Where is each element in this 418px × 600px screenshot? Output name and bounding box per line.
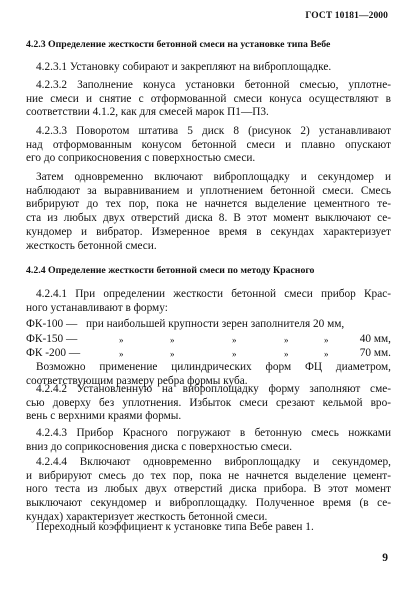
text-line: соответствии 4.1.2, как для смесей марок П1—П3.	[26, 106, 269, 119]
ditto-mark: »	[324, 349, 329, 359]
text-line: выключают секундомер и виброплощадку. Полученное время (в се-	[26, 497, 391, 510]
text-line: 4.2.4.1 При определении жесткости бетонной смеси прибор Крас-	[36, 288, 391, 300]
text-line: жесткость бетонной смеси.	[26, 239, 157, 252]
text-line: его до соприкосновения с поверхностью смеси.	[26, 152, 256, 165]
form-row-fk150	[26, 332, 391, 347]
ditto-mark: »	[324, 334, 329, 345]
paragraph-4-2-3-3	[26, 125, 391, 166]
text-line: вень с верхними краями формы.	[26, 410, 182, 423]
text-line: ного устанавливают в форму:	[26, 301, 168, 314]
form-sizes-list	[26, 317, 391, 361]
text-line: наблюдают за выравниванием и уплотнением бетонной смеси. Смесь	[26, 184, 391, 197]
paragraph-4-2-4-4	[26, 456, 391, 525]
text-line: вниз до соприкосновения диска с поверхностью смеси.	[26, 440, 293, 453]
text-line: кундомер и вибратор. Измеренное время в секундах характеризует	[26, 225, 391, 238]
form-value: 70 мм.	[359, 347, 391, 359]
text-line: кундах) характеризует жесткость бетонной смеси.	[26, 510, 268, 523]
form-row-fk200	[26, 346, 391, 361]
ditto-mark: »	[284, 334, 289, 345]
text-line: Возможно применение цилиндрических форм ФЦ диаметром,	[36, 361, 391, 373]
ditto-mark: »	[232, 334, 237, 345]
text-line: Затем одновременно включают виброплощадку и секундомер и	[36, 171, 391, 183]
form-name: ФК -200 —	[26, 347, 81, 359]
paragraph-4-2-4-3	[26, 427, 391, 454]
page-number: 9	[382, 552, 388, 564]
text-line: 4.2.3.2 Заполнение конуса установки бетонной смесью, уплотне-	[36, 79, 391, 91]
paragraph-4-2-4-2	[26, 383, 391, 424]
ditto-mark: »	[170, 334, 175, 345]
form-name: ФК-150 —	[26, 332, 78, 345]
text-line: соответствующим размеру ребра формы куба.	[26, 374, 248, 387]
text-line: над отформованным конусом бетонной смеси и плавно опускают	[26, 138, 391, 151]
ditto-mark: »	[284, 349, 289, 359]
ditto-mark: »	[119, 349, 124, 359]
paragraph-4-2-3-2	[26, 79, 391, 120]
paragraph-4-2-3-1	[26, 61, 391, 75]
text-line: 4.2.4.2 Установленную на виброплощадку форму заполняют сме-	[36, 383, 391, 395]
form-name: ФК-100 —	[26, 318, 78, 330]
ditto-mark: »	[119, 334, 124, 345]
paragraph-conversion-factor	[26, 521, 391, 535]
section-heading-4-2-3: 4.2.3 Определение жесткости бетонной смеси на установке типа Вебе	[26, 39, 331, 50]
text-line: сью доверху без уплотнения. Избыток смеси срезают кельмой вро-	[26, 396, 391, 409]
ditto-mark: »	[170, 349, 175, 359]
text-line: вибрируют до тех пор, пока не начнется выделение цементного те-	[26, 198, 391, 211]
form-value: 40 мм,	[359, 332, 391, 345]
document-code: ГОСТ 10181—2000	[305, 11, 388, 21]
text-line: ного теста из любых двух отверстий диска прибора. В этот момент	[26, 483, 391, 496]
form-row-fk100	[26, 317, 391, 332]
form-description: при наибольшей крупности зерен заполнителя 20 мм,	[86, 318, 345, 330]
text-line: Переходный коэффициент к установке типа Вебе равен 1.	[36, 521, 314, 533]
text-line: 4.2.3.1 Установку собирают и закрепляют на виброплощадке.	[36, 61, 332, 73]
paragraph-4-2-4-1	[26, 288, 391, 315]
text-line: ние смеси и снятие с отформованной смеси конуса осуществляют в	[26, 92, 391, 105]
text-line: ста из любых двух отверстий диска 8. В этот момент выключают се-	[26, 212, 391, 225]
text-line: 4.2.3.3 Поворотом штатива 5 диск 8 (рисунок 2) устанавливают	[36, 125, 391, 137]
section-heading-4-2-4: 4.2.4 Определение жесткости бетонной смеси по методу Красного	[26, 265, 315, 276]
text-line: 4.2.4.4 Включают одновременно виброплощадку и секундомер,	[36, 456, 391, 468]
ditto-mark: »	[232, 349, 237, 359]
paragraph-4-2-3-3-continued	[26, 171, 391, 253]
text-line: и вибрируют смесь до тех пор, пока не начнется выделение цемент-	[26, 469, 391, 482]
text-line: 4.2.4.3 Прибор Красного погружают в бетонную смесь ножками	[36, 427, 391, 439]
